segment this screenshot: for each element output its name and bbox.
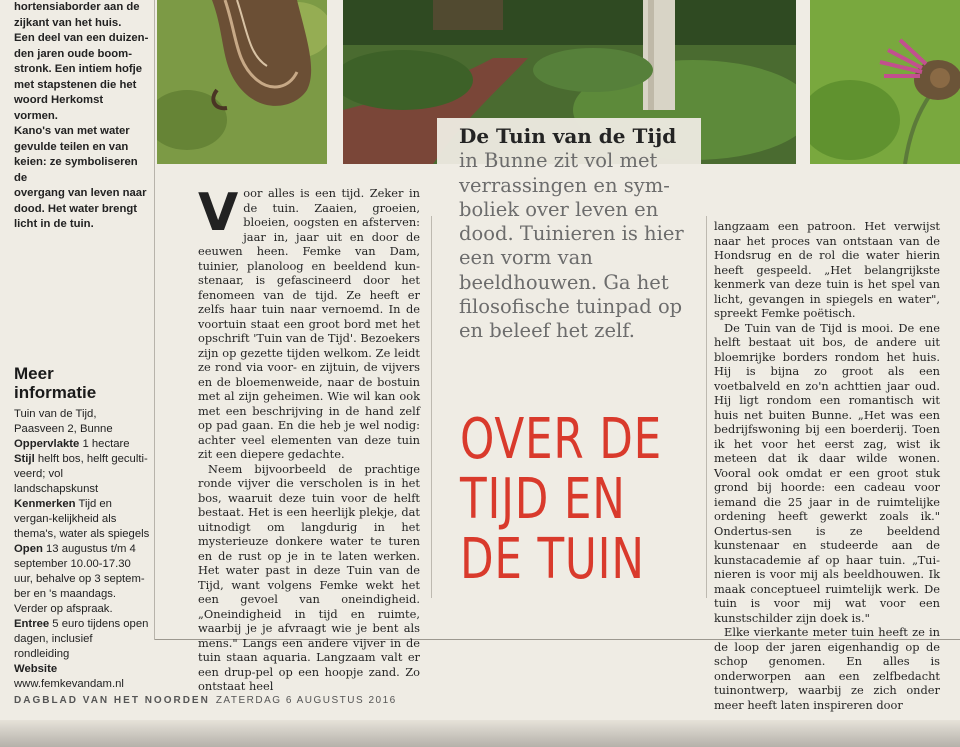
tree-stump-illustration: [157, 0, 327, 164]
article-title: De Tuin van de Tijd: [459, 124, 677, 148]
paragraph: Voor alles is een tijd. Zeker in de tuin. Zaaien, groeien, bloeien, oogsten en afsterven: jaar in, jaar uit en door de eeuwen heen. Femke van Dam, tuinier, planoloog en beeldend kun-stenaar, is gefascineerd door het fenomeen van de tijd. Ze heeft er zelfs haar tuin naar vernoemd. In de voortuin staat een groot bord met het opschrift 'Tuin van de Tijd'. Bezoekers zijn op gezette tijden welkom. Ze leidt ze rond via voor- en zijtuin, de vijvers en de bloemenweide, naar de bostuin met al zijn geheimen. Wie wil kan ook met een beschrijving in de hand zelf op pad gaan. En die heb je wel nodig: achter veel elementen van deze tuin zit een diepere gedachte.: [198, 183, 420, 461]
paragraph: Elke vierkante meter tuin heeft ze in de loop der jaren eigenhandig op de schop genomen. En alles is onderworpen aan een zelfbedacht tuinontwerp, waarbij ze zich onder meer heeft laten inspireren door: [714, 625, 940, 712]
caption-line: licht in de tuin.: [14, 218, 94, 230]
caption-line: stronk. Een intiem hofje: [14, 63, 143, 75]
column-divider: [706, 216, 707, 598]
page-footer: [14, 695, 397, 706]
info-title: Meer informatie: [14, 364, 97, 402]
caption-line: hortensiaborder aan de: [14, 1, 140, 13]
caption-line: keien: ze symboliseren de: [14, 156, 138, 184]
caption-line: Een deel van een duizen-: [14, 32, 149, 44]
caption-line: gevulde teilen en van: [14, 140, 129, 153]
headline-line: TIJD EN: [460, 467, 626, 532]
caption-line: dood. Het water brengt: [14, 202, 138, 215]
caption-line: Kano's van met water: [14, 125, 130, 137]
caption-line: met stapstenen die het: [14, 78, 137, 91]
article-column-1: [198, 183, 420, 694]
info-website-label: Website: [14, 663, 58, 675]
main-headline: [460, 407, 663, 592]
headline-line: DE TUIN: [460, 527, 645, 592]
info-features: Kenmerken Tijd en vergan-kelijkheid als thema's, water als spiegels: [14, 498, 150, 540]
article-deck: [459, 124, 704, 344]
info-style: Stijl helft bos, helft geculti-veerd; vol landschapskunst: [14, 453, 148, 495]
info-box: [14, 364, 150, 692]
drop-cap: V: [198, 183, 239, 243]
issue-date: ZATERDAG 6 AUGUSTUS 2016: [215, 695, 397, 706]
thistle-illustration: [810, 0, 960, 164]
caption-line: woord Herkomst vormen.: [14, 94, 104, 122]
headline-line: OVER DE: [460, 407, 663, 472]
article-column-2: [714, 219, 940, 712]
caption-line: overgang van leven naar: [14, 187, 147, 199]
info-website[interactable]: www.femkevandam.nl: [14, 678, 124, 690]
tree-stump-photo: [157, 0, 327, 164]
info-area: Oppervlakte 1 hectare: [14, 438, 130, 450]
info-entry: Entree 5 euro tijdens open dagen, inclusief rondleiding: [14, 618, 149, 660]
page-edge-shadow: [0, 720, 960, 747]
paragraph: langzaam een patroon. Het verwijst naar het proces van ontstaan van de Hondsrug en de rol die water hierin heeft gespeeld. „Het belangrijkste kenmerk van deze tuin is het spel van licht, gevangen in spiegels en water", spreekt Femke poëtisch.: [714, 219, 940, 320]
info-address: Paasveen 2, Bunne: [14, 423, 113, 435]
deck-text: in Bunne zit vol met verrassingen en sym-boliek over leven en dood. Tuinieren is hier een vorm van beeldhouwen. Ga het filosofische tuinpad op en beleef het zelf.: [459, 149, 684, 343]
sidebar-caption: [14, 0, 150, 233]
column-divider: [431, 216, 432, 598]
info-open: Open 13 augustus t/m 4 september 10.00-17.30 uur, behalve op 3 septem-ber en 's maandags. Verder op afspraak.: [14, 543, 145, 615]
paragraph: Neem bijvoorbeeld de prachtige ronde vijver die verscholen is in het bos, waaruit deze tuin voor de helft bestaat. Het is een heerlijk plekje, dat uitnodigt om langdurig in het mysterieuze donkere water te turen en de rust op je in te laten werken. Het water past in deze Tuin van de Tijd, want volgens Femke wekt het een gevoel van oneindigheid. „Oneindigheid in tijd en ruimte, waarbij je je afvraagt wie je bent als mens." Langs een andere vijver in de tuin staan aquaria. Langzaam valt er een drup-pel op een hoopje zand. Zo ontstaat heel: [198, 461, 420, 693]
paragraph: De Tuin van de Tijd is mooi. De ene helft bestaat uit bos, de andere uit bloemrijke borders rondom het huis. Hij is bijna zo groot als een voetbalveld en zo'n achttien jaar oud. Hij ligt rondom een romantisch wit huis net buiten Bunne. „Het was een bedrijfswoning bij een boerderij. Toen ik het voor het eerst zag, wist ik meteen dat ik daar wilde wonen. Vooral ook omdat er een groot stuk grond bij hoorde: een cadeau voor iemand die 25 jaar in de ruimtelijke ordening heeft gewerkt zoals ik." Ondertus-sen is ze beeldend kunstenaar en studeerde aan de kunstacademie af op haar tuin. „Tui-nieren is voor mij als beeldhouwen. Ik maak conceptueel ruimtelijk werk. De tuin is voor mij wat voor een kunstschilder zijn doek is.": [714, 320, 940, 625]
sidebar: [0, 0, 155, 690]
caption-line: zijkant van het huis.: [14, 16, 122, 29]
info-name: Tuin van de Tijd,: [14, 408, 97, 420]
caption-line: den jaren oude boom-: [14, 47, 132, 60]
newspaper-name: DAGBLAD VAN HET NOORDEN: [14, 695, 210, 706]
thistle-flower-photo: [810, 0, 960, 164]
